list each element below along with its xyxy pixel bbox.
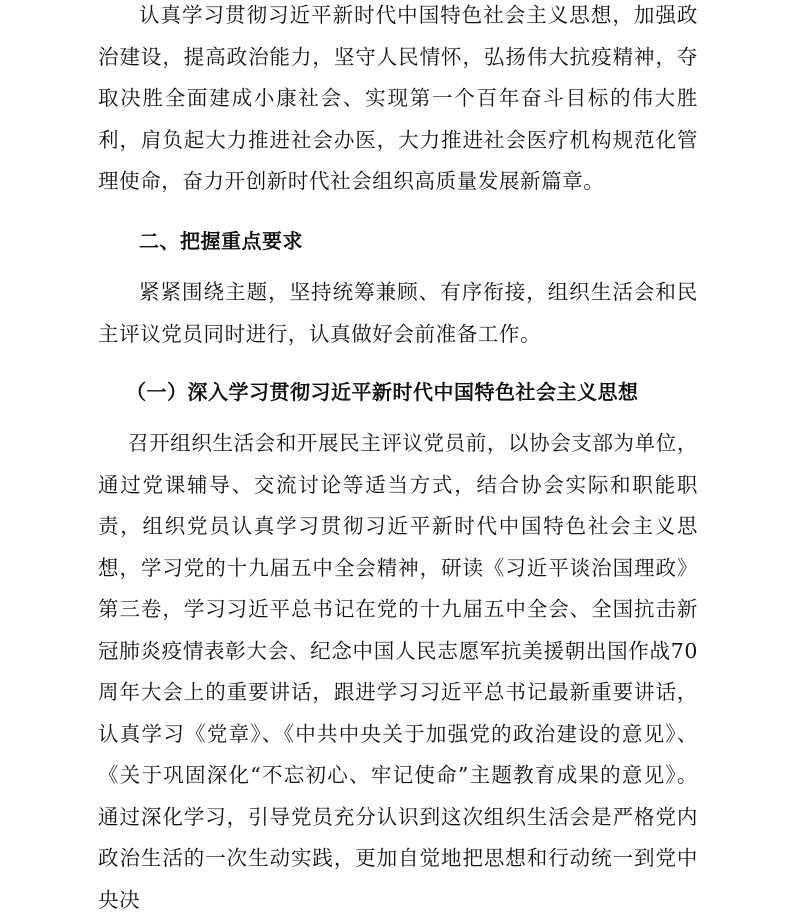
subsection-heading: （一）深入学习贯彻习近平新时代中国特色社会主义思想 (126, 380, 639, 404)
paragraph-intro: 认真学习贯彻习近平新时代中国特色社会主义思想，加强政治建设，提高政治能力，坚守人民情怀，弘扬伟大抗疫精神，夺取决胜全面建成小康社会、实现第一个百年奋斗目标的伟大胜利，肩负起大力推进社会办医，大力推进社会医疗机构规范化管理使命，奋力开创新时代社会组织高质量发展新篇章。 (98, 3, 698, 193)
paragraph-requirements: 紧紧围绕主题，坚持统筹兼顾、有序衔接，组织生活会和民主评议党员同时进行，认真做好会前准备工作。 (98, 280, 698, 346)
section-heading: 二、把握重点要求 (139, 229, 303, 253)
paragraph-study: 召开组织生活会和开展民主评议党员前，以协会支部为单位，通过党课辅导、交流讨论等适当方式，结合协会实际和职能职责，组织党员认真学习贯彻习近平新时代中国特色社会主义思想，学习党的十九届五中全会精神，研读《习近平谈治国理政》第三卷，学习习近平总书记在党的十九届五中全会、全国抗击新冠肺炎疫情表彰大会、纪念中国人民志愿军抗美援朝出国作战70周年大会上的重要讲话，跟进学习习近平总书记最新重要讲话，认真学习《党章》、《中共中央关于加强党的政治建设的意见》、《关于巩固深化“不忘初心、牢记使命”主题教育成果的意见》。通过深化学习，引导党员充分认识到这次组织生活会是严格党内政治生活的一次生动实践，更加自觉地把思想和行动统一到党中央决 (98, 431, 698, 912)
